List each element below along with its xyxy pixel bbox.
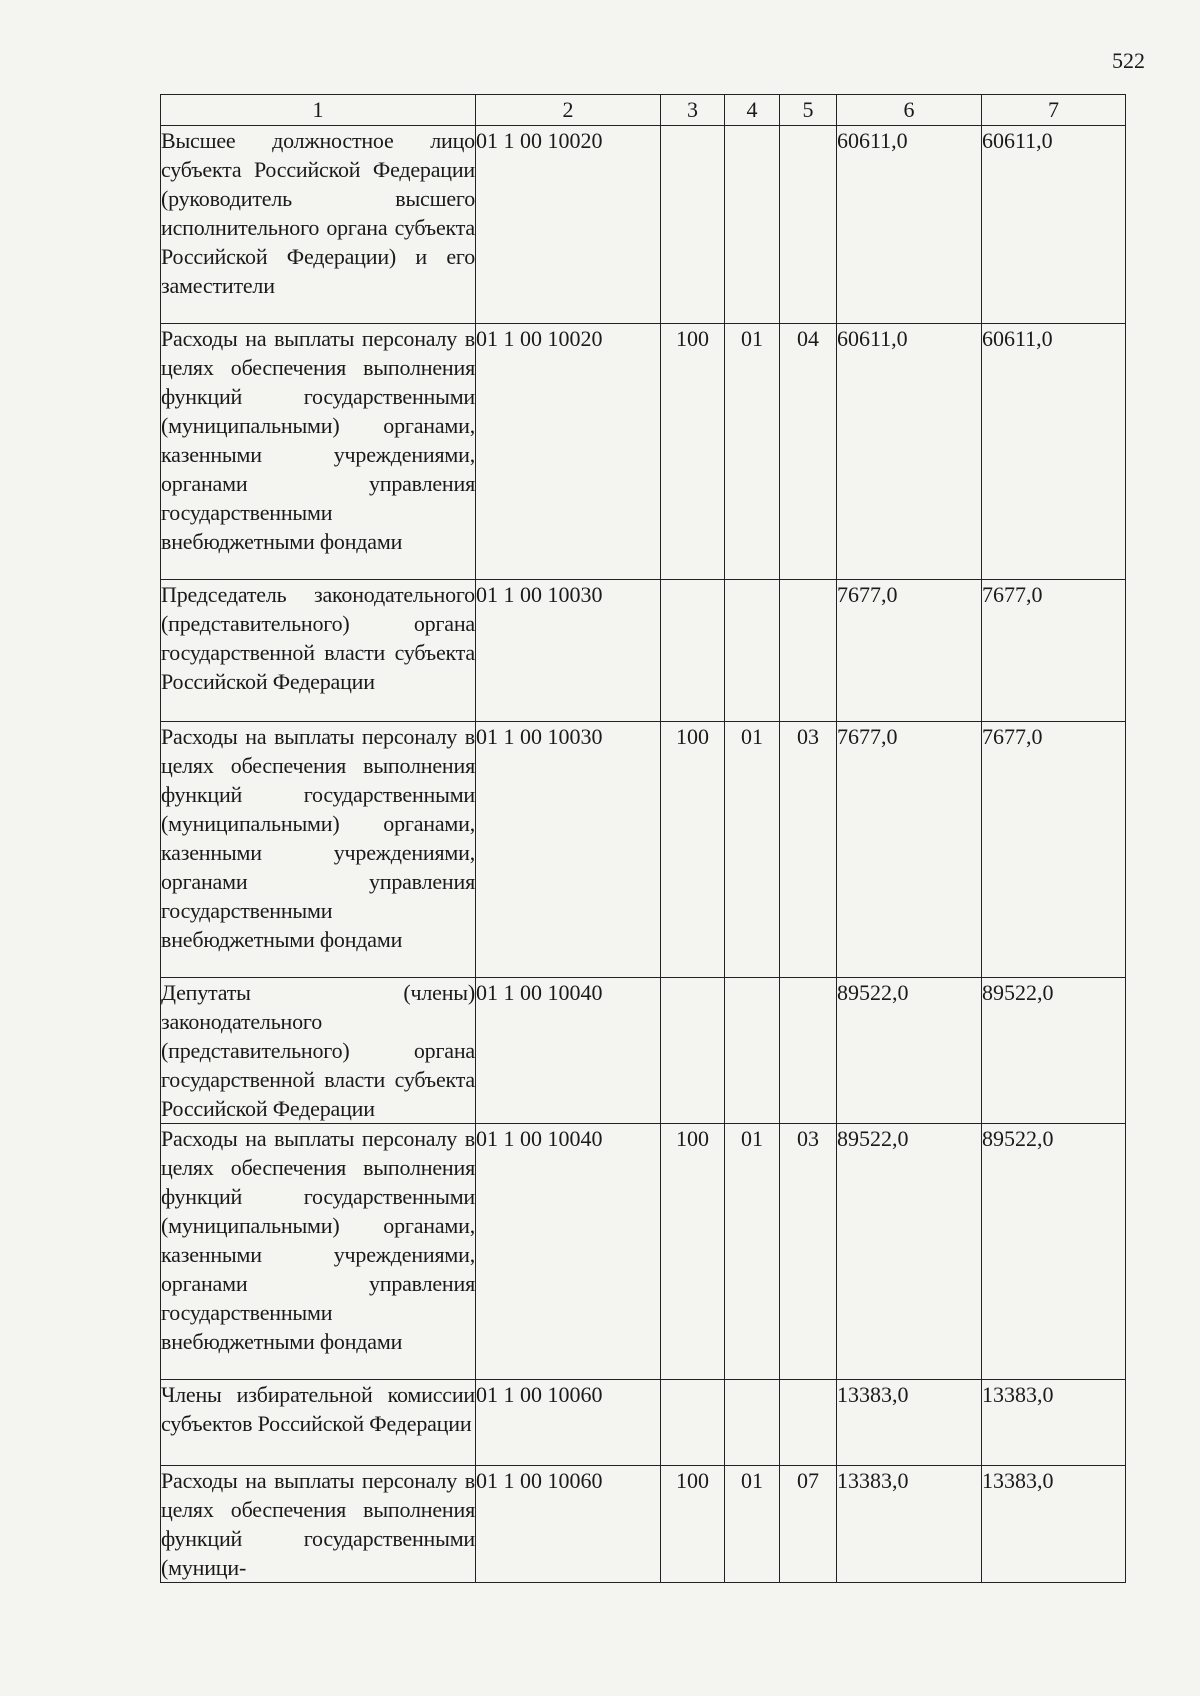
description-text: Расходы на выплаты персоналу в целях обеспечения выполнения функций государственными (муниципальными) органами, казенными учреждениями, органами управления государственными внебюджетными фондами	[161, 724, 475, 952]
table-row	[161, 722, 1126, 978]
section-cell: 01	[725, 324, 780, 580]
amount-cell: 7677,0	[837, 580, 982, 722]
amount-cell: 60611,0	[982, 126, 1126, 324]
section-cell	[725, 580, 780, 722]
description-text: Расходы на выплаты персоналу в целях обеспечения выполнения функций государственными (муниципальными) органами, казенными учреждениями, органами управления государственными внебюджетными фондами	[161, 326, 475, 554]
column-header: 5	[780, 95, 837, 126]
table-row	[161, 1466, 1126, 1583]
code-cell: 01 1 00 10030	[476, 722, 661, 978]
code-cell: 01 1 00 10040	[476, 1124, 661, 1380]
code-cell: 01 1 00 10020	[476, 126, 661, 324]
description-text: Депутаты (члены) законодательного (представительного) органа государственной власти субъекта Российской Федерации	[161, 980, 475, 1121]
column-header: 2	[476, 95, 661, 126]
description-text: Высшее должностное лицо субъекта Российской Федерации (руководитель высшего исполнительного органа субъекта Российской Федерации) и его заместители	[161, 128, 475, 298]
subsection-cell	[780, 1380, 837, 1466]
table-row	[161, 978, 1126, 1124]
subsection-cell: 03	[780, 722, 837, 978]
column-header: 3	[661, 95, 725, 126]
amount-cell: 13383,0	[837, 1466, 982, 1583]
expense-type-cell	[661, 1380, 725, 1466]
expense-type-cell: 100	[661, 324, 725, 580]
header-row	[161, 95, 1126, 126]
subsection-cell: 04	[780, 324, 837, 580]
amount-cell: 13383,0	[982, 1466, 1126, 1583]
subsection-cell	[780, 978, 837, 1124]
description-cell	[161, 126, 476, 324]
amount-cell: 89522,0	[837, 978, 982, 1124]
description-cell	[161, 1466, 476, 1583]
description-cell	[161, 978, 476, 1124]
code-cell: 01 1 00 10030	[476, 580, 661, 722]
table-row	[161, 1380, 1126, 1466]
subsection-cell: 07	[780, 1466, 837, 1583]
amount-cell: 60611,0	[837, 324, 982, 580]
expense-type-cell	[661, 978, 725, 1124]
amount-cell: 7677,0	[837, 722, 982, 978]
amount-cell: 7677,0	[982, 580, 1126, 722]
subsection-cell: 03	[780, 1124, 837, 1380]
amount-cell: 13383,0	[982, 1380, 1126, 1466]
description-text: Члены избирательной комиссии субъектов Российской Федерации	[161, 1382, 475, 1436]
section-cell	[725, 1380, 780, 1466]
code-cell: 01 1 00 10060	[476, 1466, 661, 1583]
table-row	[161, 1124, 1126, 1380]
amount-cell: 89522,0	[837, 1124, 982, 1380]
description-cell	[161, 1124, 476, 1380]
amount-cell: 7677,0	[982, 722, 1126, 978]
amount-cell: 60611,0	[982, 324, 1126, 580]
description-text: Расходы на выплаты персоналу в целях обеспечения выполнения функций государственными (муниципальными) органами, казенными учреждениями, органами управления государственными внебюджетными фондами	[161, 1126, 475, 1354]
description-text: Председатель законодательного (представительного) органа государственной власти субъекта Российской Федерации	[161, 582, 475, 694]
table-row	[161, 324, 1126, 580]
table-row	[161, 580, 1126, 722]
section-cell	[725, 978, 780, 1124]
amount-cell: 89522,0	[982, 1124, 1126, 1380]
expense-type-cell: 100	[661, 1124, 725, 1380]
table-row	[161, 126, 1126, 324]
description-cell	[161, 1380, 476, 1466]
expense-type-cell	[661, 126, 725, 324]
subsection-cell	[780, 580, 837, 722]
expense-type-cell: 100	[661, 1466, 725, 1583]
code-cell: 01 1 00 10040	[476, 978, 661, 1124]
description-text: Расходы на выплаты персоналу в целях обеспечения выполнения функций государственными (муници-	[161, 1468, 475, 1580]
section-cell: 01	[725, 1124, 780, 1380]
section-cell: 01	[725, 1466, 780, 1583]
description-cell	[161, 324, 476, 580]
column-header: 6	[837, 95, 982, 126]
description-cell	[161, 580, 476, 722]
column-header: 1	[161, 95, 476, 126]
section-cell	[725, 126, 780, 324]
page-number: 522	[1112, 48, 1145, 73]
amount-cell: 89522,0	[982, 978, 1126, 1124]
expense-type-cell: 100	[661, 722, 725, 978]
column-header: 4	[725, 95, 780, 126]
column-header: 7	[982, 95, 1126, 126]
code-cell: 01 1 00 10020	[476, 324, 661, 580]
section-cell: 01	[725, 722, 780, 978]
amount-cell: 60611,0	[837, 126, 982, 324]
description-cell	[161, 722, 476, 978]
subsection-cell	[780, 126, 837, 324]
budget-table	[160, 94, 1126, 1583]
code-cell: 01 1 00 10060	[476, 1380, 661, 1466]
amount-cell: 13383,0	[837, 1380, 982, 1466]
expense-type-cell	[661, 580, 725, 722]
